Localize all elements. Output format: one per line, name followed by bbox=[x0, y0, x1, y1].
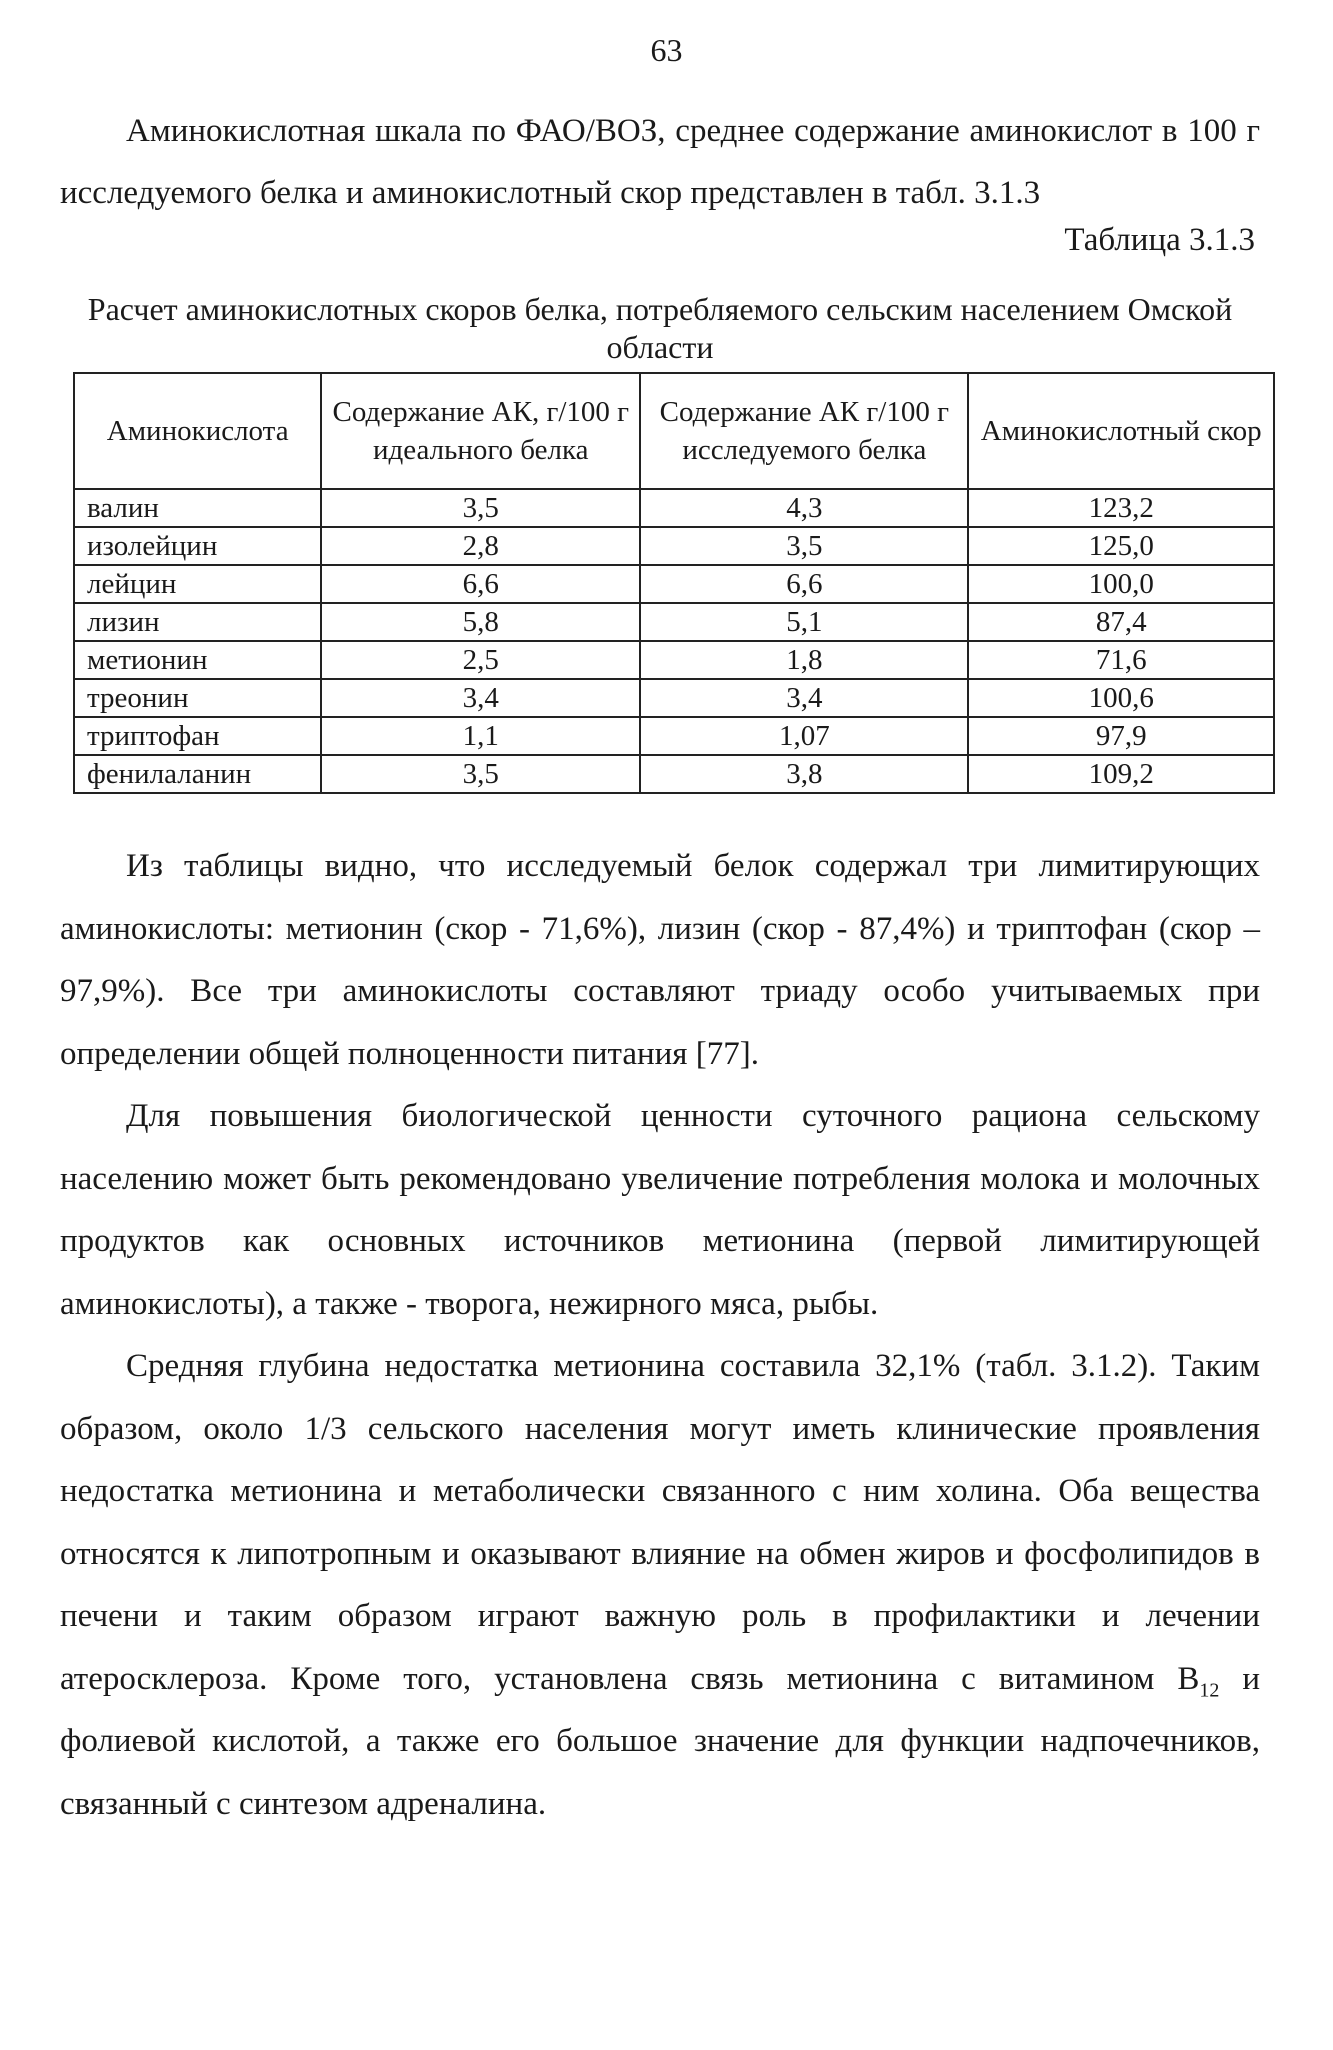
header-amino-acid: Аминокислота bbox=[74, 373, 321, 489]
table-row bbox=[74, 603, 1274, 641]
cell-score: 71,6 bbox=[968, 641, 1274, 679]
cell-ideal-content: 5,8 bbox=[321, 603, 640, 641]
table-row bbox=[74, 489, 1274, 527]
table-row bbox=[74, 717, 1274, 755]
cell-studied-content: 6,6 bbox=[640, 565, 968, 603]
amino-acid-score-table bbox=[73, 372, 1275, 794]
cell-amino-acid: треонин bbox=[74, 679, 321, 717]
cell-amino-acid: лейцин bbox=[74, 565, 321, 603]
header-amino-acid-score: Аминокислотный скор bbox=[968, 373, 1274, 489]
header-ideal-protein-content: Содержание АК, г/100 г идеального белка bbox=[321, 373, 640, 489]
cell-score: 109,2 bbox=[968, 755, 1274, 793]
cell-amino-acid: триптофан bbox=[74, 717, 321, 755]
body-text bbox=[60, 835, 1260, 1835]
table-row bbox=[74, 679, 1274, 717]
page-number: 63 bbox=[650, 32, 683, 68]
header-studied-protein-content: Содержание АК г/100 г исследуемого белка bbox=[640, 373, 968, 489]
cell-amino-acid: изолейцин bbox=[74, 527, 321, 565]
cell-studied-content: 4,3 bbox=[640, 489, 968, 527]
intro-paragraph: Аминокислотная шкала по ФАО/ВОЗ, среднее содержание аминокислот в 100 г исследуемого белка и аминокислотный скор представлен в табл. 3.1.3 bbox=[60, 113, 1260, 211]
intro-paragraph-block bbox=[60, 100, 1260, 224]
cell-ideal-content: 1,1 bbox=[321, 717, 640, 755]
table-row bbox=[74, 755, 1274, 793]
cell-ideal-content: 2,8 bbox=[321, 527, 640, 565]
paragraph-methionine-deficiency bbox=[60, 1335, 1260, 1835]
cell-studied-content: 1,8 bbox=[640, 641, 968, 679]
paragraph-methionine-text-2: и фолиевой кислотой, а также его большое значение для функции надпочечников, связанный с синтезом адреналина. bbox=[60, 1660, 1260, 1822]
cell-studied-content: 3,8 bbox=[640, 755, 968, 793]
table-label: Таблица 3.1.3 bbox=[1064, 222, 1255, 258]
vitamin-subscript: 12 bbox=[1199, 1679, 1220, 1702]
paragraph-methionine-text-1: Средняя глубина недостатка метионина составила 32,1% (табл. 3.1.2). Таким образом, около 1/3 сельского населения могут иметь клинические проявления недостатка метионина и метаболически связанного с ним холина. Оба вещества относятся к липотропным и оказывают влияние на обмен жиров и фосфолипидов в печени и таким образом играют важную роль в профилактики и лечении атеросклероза. Кроме того, установлена связь метионина с витамином В bbox=[60, 1348, 1260, 1697]
paragraph-limiting-amino-acids: Из таблицы видно, что исследуемый белок содержал три лимитирующих аминокислоты: метионин (скор - 71,6%), лизин (скор - 87,4%) и триптофан (скор – 97,9%). Все три аминокислоты составляют триаду особо учитываемых при определении общей полноценности питания [77]. bbox=[60, 848, 1260, 1072]
table-row bbox=[74, 565, 1274, 603]
cell-score: 100,6 bbox=[968, 679, 1274, 717]
cell-ideal-content: 2,5 bbox=[321, 641, 640, 679]
paragraph-recommendations: Для повышения биологической ценности суточного рациона сельскому населению может быть рекомендовано увеличение потребления молока и молочных продуктов как основных источников метионина (первой лимитирующей аминокислоты), а также - творога, нежирного мяса, рыбы. bbox=[60, 1098, 1260, 1322]
cell-amino-acid: лизин bbox=[74, 603, 321, 641]
cell-ideal-content: 3,5 bbox=[321, 755, 640, 793]
cell-studied-content: 5,1 bbox=[640, 603, 968, 641]
cell-score: 97,9 bbox=[968, 717, 1274, 755]
table-header-row bbox=[74, 373, 1274, 489]
cell-studied-content: 3,5 bbox=[640, 527, 968, 565]
cell-ideal-content: 3,5 bbox=[321, 489, 640, 527]
table-row bbox=[74, 527, 1274, 565]
cell-score: 100,0 bbox=[968, 565, 1274, 603]
cell-ideal-content: 3,4 bbox=[321, 679, 640, 717]
cell-score: 125,0 bbox=[968, 527, 1274, 565]
table-row bbox=[74, 641, 1274, 679]
cell-amino-acid: метионин bbox=[74, 641, 321, 679]
cell-studied-content: 3,4 bbox=[640, 679, 968, 717]
cell-score: 87,4 bbox=[968, 603, 1274, 641]
table-caption: Расчет аминокислотных скоров белка, потребляемого сельским населением Омской области bbox=[87, 291, 1233, 365]
cell-score: 123,2 bbox=[968, 489, 1274, 527]
cell-ideal-content: 6,6 bbox=[321, 565, 640, 603]
cell-amino-acid: валин bbox=[74, 489, 321, 527]
cell-amino-acid: фенилаланин bbox=[74, 755, 321, 793]
cell-studied-content: 1,07 bbox=[640, 717, 968, 755]
